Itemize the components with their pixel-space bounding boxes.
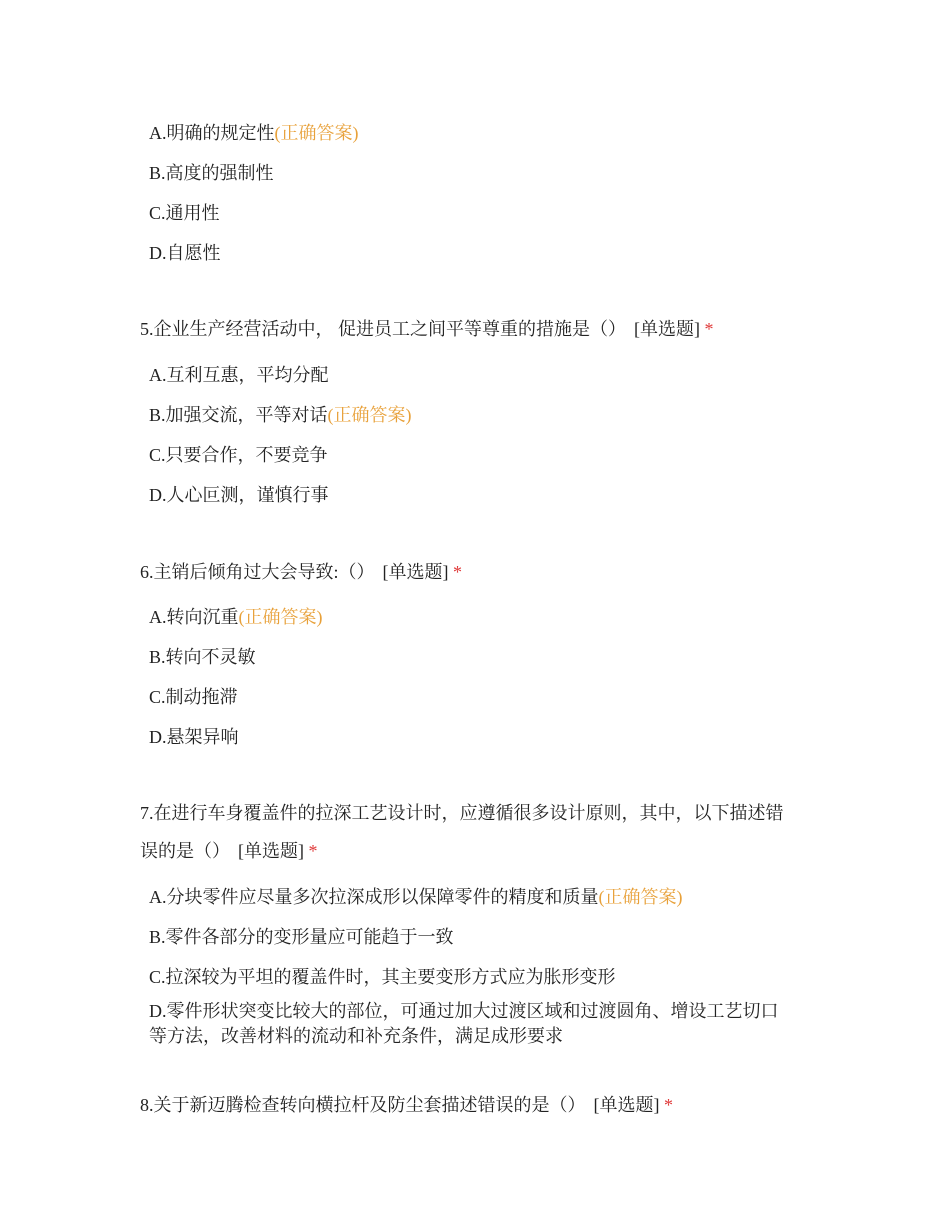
correct-answer-label: (正确答案) — [327, 405, 412, 425]
correct-answer-label: (正确答案) — [274, 123, 359, 143]
question-type-label: [单选题] — [238, 841, 304, 861]
correct-answer-label: (正确答案) — [238, 607, 323, 627]
question-5-title: 5.企业生产经营活动中， 促进员工之间平等尊重的措施是（） [单选题] * — [140, 319, 714, 339]
required-star: * — [453, 562, 462, 582]
question-type-label: [单选题] — [634, 319, 700, 339]
q7-option-b[interactable]: B.零件各部分的变形量应可能趋于一致 — [149, 927, 454, 947]
q6-option-b[interactable]: B.转向不灵敏 — [149, 647, 256, 667]
q5-option-c[interactable]: C.只要合作，不要竞争 — [149, 445, 328, 465]
question-8-title: 8.关于新迈腾检查转向横拉杆及防尘套描述错误的是（） [单选题] * — [140, 1095, 673, 1115]
q7-option-d[interactable]: D.零件形状突变比较大的部位，可通过加大过渡区域和过渡圆角、增设工艺切口 — [149, 1001, 779, 1021]
required-star: * — [308, 841, 318, 861]
q4-option-b[interactable]: B.高度的强制性 — [149, 163, 274, 183]
question-type-label: [单选题] — [382, 562, 449, 582]
q7-option-a[interactable]: A.分块零件应尽量多次拉深成形以保障零件的精度和质量(正确答案) — [149, 887, 683, 907]
required-star: * — [664, 1095, 673, 1115]
q4-option-a[interactable]: A.明确的规定性(正确答案) — [149, 123, 359, 143]
question-7-title-line2: 误的是（） [单选题] * — [140, 841, 318, 861]
q4-option-d[interactable]: D.自愿性 — [149, 243, 221, 263]
q5-option-d[interactable]: D.人心叵测，谨慎行事 — [149, 485, 329, 505]
question-type-label: [单选题] — [593, 1095, 660, 1115]
required-star: * — [704, 319, 714, 339]
q6-option-c[interactable]: C.制动拖滞 — [149, 687, 238, 707]
q4-option-c[interactable]: C.通用性 — [149, 203, 220, 223]
question-7-title-line1: 7.在进行车身覆盖件的拉深工艺设计时，应遵循很多设计原则，其中，以下描述错 — [140, 803, 784, 823]
correct-answer-label: (正确答案) — [598, 887, 683, 907]
q7-option-c[interactable]: C.拉深较为平坦的覆盖件时，其主要变形方式应为胀形变形 — [149, 967, 616, 987]
q5-option-b[interactable]: B.加强交流，平等对话(正确答案) — [149, 405, 412, 425]
q7-option-d-continued[interactable]: 等方法，改善材料的流动和补充条件，满足成形要求 — [149, 1026, 563, 1046]
q6-option-d[interactable]: D.悬架异响 — [149, 727, 239, 747]
q5-option-a[interactable]: A.互利互惠，平均分配 — [149, 365, 329, 385]
question-6-title: 6.主销后倾角过大会导致:（） [单选题] * — [140, 562, 462, 582]
q6-option-a[interactable]: A.转向沉重(正确答案) — [149, 607, 323, 627]
